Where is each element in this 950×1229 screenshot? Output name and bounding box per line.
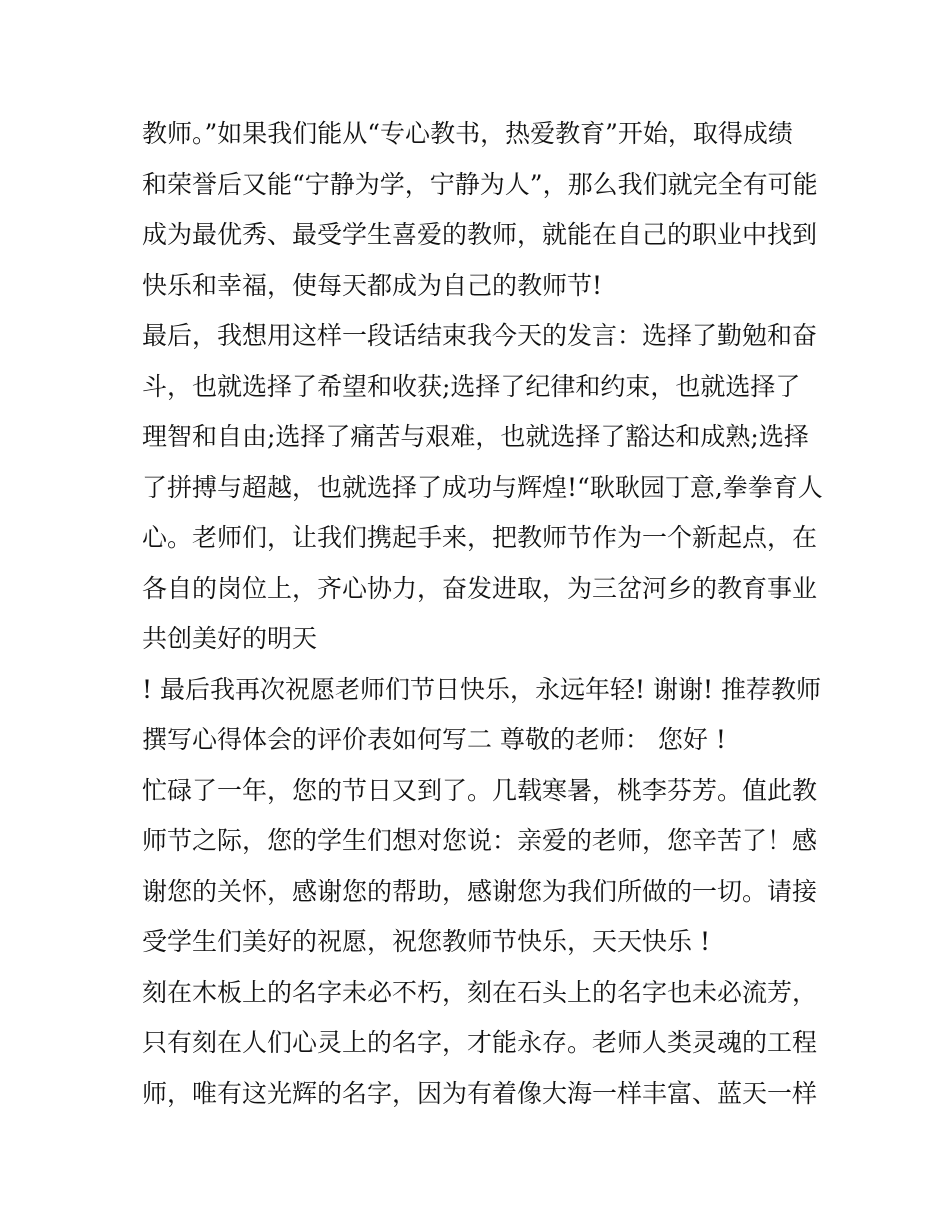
text-line: 共创美好的明天	[142, 624, 318, 653]
text-line: 最后，我想用这样一段话结束我今天的发言：选择了勤勉和奋	[142, 321, 818, 350]
text-line: 快乐和幸福，使每天都成为自己的教师节!	[142, 270, 603, 300]
text-line: 成为最优秀、最受学生喜爱的教师，就能在自己的职业中找到	[142, 220, 818, 249]
text-line: 师节之际，您的学生们想对您说：亲爱的老师，您辛苦了！感	[142, 826, 818, 855]
text-line: 刻在木板上的名字未必不朽，刻在石头上的名字也未必流芳，	[142, 977, 818, 1007]
text-line: 教师。”如果我们能从“专心教书，热爱教育”开始，取得成绩	[142, 119, 793, 148]
text-line: 受学生们美好的祝愿，祝您教师节快乐，天天快乐 !	[142, 927, 710, 956]
text-line: ! 最后我再次祝愿老师们节日快乐，永远年轻! 谢谢! 推荐教师	[142, 674, 821, 704]
text-line: 忙碌了一年，您的节日又到了。几载寒暑，桃李芬芳。值此教	[142, 775, 818, 805]
text-line: 只有刻在人们心灵上的名字，才能永存。老师人类灵魂的工程	[142, 1028, 818, 1057]
text-line: 理智和自由;选择了痛苦与艰难，也就选择了豁达和成熟;选择	[142, 422, 809, 451]
text-line: 和荣誉后又能“宁静为学，宁静为人”，那么我们就完全有可能	[142, 169, 818, 199]
body-text	[142, 109, 822, 1119]
text-line: 斗，也就选择了希望和收获;选择了纪律和约束，也就选择了	[142, 371, 801, 401]
text-line: 撰写心得体会的评价表如何写二 尊敬的老师： 您好 !	[142, 725, 726, 754]
text-line: 心。老师们，让我们携起手来，把教师节作为一个新起点，在	[142, 523, 818, 552]
text-line: 各自的岗位上，齐心协力，奋发进取，为三岔河乡的教育事业	[142, 573, 818, 603]
text-line: 谢您的关怀，感谢您的帮助，感谢您为我们所做的一切。请接	[142, 876, 818, 906]
text-line: 了拼搏与超越，也就选择了成功与辉煌!“耿耿园丁意,拳拳育人	[142, 472, 823, 502]
text-line: 师，唯有这光辉的名字，因为有着像大海一样丰富、蓝天一样	[142, 1078, 818, 1108]
